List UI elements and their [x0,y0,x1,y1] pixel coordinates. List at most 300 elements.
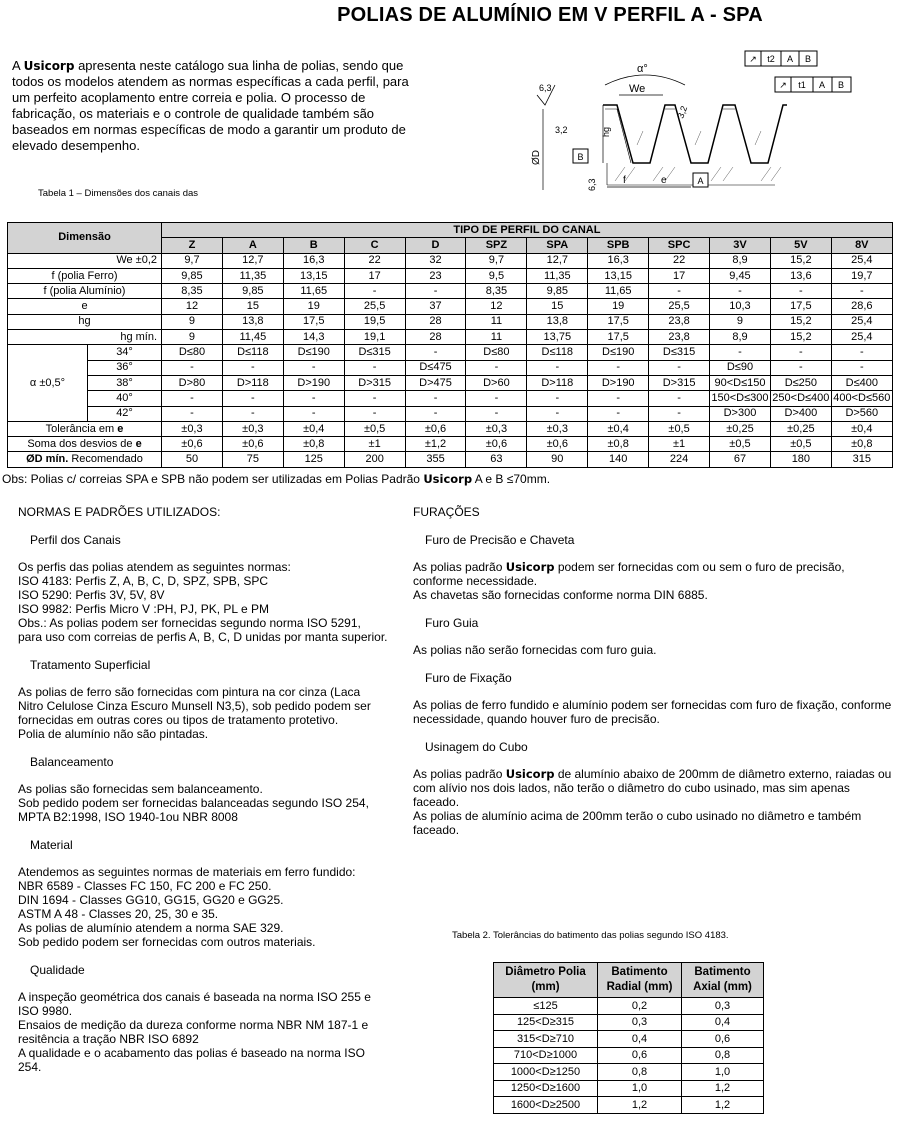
table-cell: 14,3 [283,330,344,345]
table-cell: ±0,3 [222,421,283,436]
row-label [8,299,162,314]
table-cell: 0,2 [598,998,682,1015]
table-row [8,360,893,375]
table-cell: 63 [466,452,527,467]
pilot-bore [413,643,893,657]
alpha-angle: 40° [88,391,162,406]
section-title: Perfil dos Canais [30,533,121,547]
table-cell: 75 [222,452,283,467]
text-span: As polias padrão [413,767,506,781]
table-cell: 9,7 [162,253,223,268]
table-cell: 15,2 [770,314,831,329]
table-cell: 15,2 [770,253,831,268]
text-line: Sob pedido podem ser fornecidas com outros materiais. [18,935,316,949]
brand-name: Usicorp [23,59,75,73]
table-cell: 11 [466,314,527,329]
profile-header: SPZ [466,238,527,253]
tol-t1-ref-b: B [837,80,845,90]
tol-t1-label: t1 [798,80,806,90]
row-label-text: hg mín. [120,330,158,343]
table-cell: 355 [405,452,466,467]
table-cell: D≤315 [649,345,710,360]
f-label: f [623,175,626,186]
hg-label: hg [601,126,611,137]
table-cell: 8,9 [710,330,771,345]
table-row [494,1097,764,1114]
row-label-text: Recomendado [71,453,143,466]
text-line: As polias de alumínio acima de 200mm terão o cubo usinado no diâmetro e também faceado. [413,809,862,837]
table-cell: 9 [162,330,223,345]
table-cell: D≤400 [831,375,892,390]
table-cell: 19,5 [344,314,405,329]
row-label-text: f (polia Ferro) [51,269,118,282]
runout-icon: ↗ [749,54,757,64]
table-cell: D>190 [283,375,344,390]
table-cell: - [649,406,710,421]
table-cell: 90 [527,452,588,467]
obs-text: Obs: Polias c/ correias SPA e SPB não podem ser utilizadas em Polias Padrão [2,472,424,486]
table-cell: 28 [405,330,466,345]
row-label [8,330,162,345]
roughness-label: 6,3 [587,178,597,191]
table-cell: 13,15 [283,268,344,283]
table-cell: 200 [344,452,405,467]
balancing [18,782,388,824]
table-cell: 140 [588,452,649,467]
table-cell: 13,8 [222,314,283,329]
table-cell: - [770,360,831,375]
table-row [8,330,893,345]
roughness-label: 6,3 [539,83,552,93]
alpha-angle: 38° [88,375,162,390]
table-cell: 400<D≤560 [831,391,892,406]
table-cell: 125<D≥315 [494,1014,598,1031]
runout-icon: ↗ [779,80,787,90]
table-cell: 0,8 [598,1064,682,1081]
table-cell: 180 [770,452,831,467]
table-cell: D>118 [527,375,588,390]
table-cell: 19 [283,299,344,314]
text-line [413,767,893,809]
table-cell: 37 [405,299,466,314]
table-cell: 23,8 [649,330,710,345]
table-cell: - [283,406,344,421]
text-line: DIN 1694 - Classes GG10, GG15, GG20 e GG25. [18,893,284,907]
table-cell: 9,85 [527,284,588,299]
section-title: Usinagem do Cubo [425,740,528,754]
table2-caption: Tabela 2. Tolerâncias do batimento das polias segundo ISO 4183. [452,930,729,941]
table-cell: ±0,4 [588,421,649,436]
table-cell: 17,5 [588,330,649,345]
table-cell: ±0,3 [527,421,588,436]
text-line: NBR 6589 - Classes FC 150, FC 200 e FC 250. [18,879,272,893]
table-cell: - [527,360,588,375]
table-row [494,1031,764,1048]
datum-b-label: B [577,152,584,162]
table-cell: 1600<D≥2500 [494,1097,598,1114]
table-cell: 12 [466,299,527,314]
table-cell: - [222,360,283,375]
table-cell: ±0,6 [405,421,466,436]
text-span: de alumínio abaixo de 200mm de diâmetro externo, raiadas ou com alívio nos dois lados, não terão o diâmetro do cubo usinado, mas sim apenas faceado. [413,767,892,809]
table-cell: ±1 [344,437,405,452]
table-cell: 12,7 [222,253,283,268]
table-cell: - [344,391,405,406]
table-cell: 11,35 [222,268,283,283]
pulley-profile [603,105,787,163]
table-cell: D>400 [770,406,831,421]
table-cell: 8,35 [466,284,527,299]
alpha-angle: 36° [88,360,162,375]
table-cell: 1,0 [682,1064,764,1081]
pulley-groove-diagram [525,45,875,193]
table-cell: 8,35 [162,284,223,299]
table-cell: 90<D≤150 [710,375,771,390]
table-cell: ±0,5 [710,437,771,452]
text-line: Ensaios de medição da dureza conforme norma NBR NM 187-1 e resitência a tração NBR ISO 6892 [18,1018,369,1046]
table-cell: 16,3 [588,253,649,268]
text-line: ISO 4183: Perfis Z, A, B, C, D, SPZ, SPB, SPC [18,574,269,588]
table-row [8,284,893,299]
text-line: As polias não serão fornecidas com furo guia. [413,643,657,657]
table-cell: 150<D≤300 [710,391,771,406]
brand-name: Usicorp [505,767,555,781]
table-cell: ±0,5 [344,421,405,436]
table-cell: - [466,360,527,375]
hub-machining [413,767,893,837]
table-cell: D≤118 [527,345,588,360]
table-cell: 1,2 [682,1080,764,1097]
profile-header: D [405,238,466,253]
row-label-bold: e [135,437,142,450]
row-label [8,437,162,452]
table-cell: - [222,406,283,421]
material [18,865,388,949]
table-cell: 13,75 [527,330,588,345]
table-cell: - [162,406,223,421]
table-cell: ±0,8 [283,437,344,452]
table-cell: 12,7 [527,253,588,268]
text-line: Sob pedido podem ser fornecidas balanceadas segundo ISO 254, MPTA B2:1998, ISO 1940-1ou NBR 8008 [18,796,369,824]
table-cell: D>315 [649,375,710,390]
intro-text: apresenta neste catálogo sua linha de polias, sendo que todos os modelos atendem as normas específicas a cada perfil, para um perfeito acoplamento entre correia e polia. O processo de fabricação, os materiais e o controle de qualidade também são baseados em normas específicas de modo a garantir um produto de elevado desempenho. [12,58,409,153]
table-row [494,1064,764,1081]
table-cell: - [649,284,710,299]
text-line: As polias são fornecidas sem balanceamento. [18,782,263,796]
table-row [8,391,893,406]
table-cell: - [588,360,649,375]
table-cell: 19,1 [344,330,405,345]
standards-heading: NORMAS E PADRÕES UTILIZADOS: [18,505,221,519]
table-cell: 1250<D≥1600 [494,1080,598,1097]
alpha-label: α° [637,63,648,75]
table-cell: ≤125 [494,998,598,1015]
alpha-label: α ±0,5° [8,345,88,421]
row-label-text: Tolerância em [45,422,118,435]
table-cell: 10,3 [710,299,771,314]
table-cell: ±0,6 [466,437,527,452]
row-label [8,284,162,299]
table-cell: D≤80 [466,345,527,360]
table-row [494,1014,764,1031]
intro-lead: A [12,58,24,73]
table-cell: - [344,284,405,299]
table-cell: 67 [710,452,771,467]
table-cell: 19,7 [831,268,892,283]
table-cell: 16,3 [283,253,344,268]
table-cell: 9 [162,314,223,329]
table-cell: D>315 [344,375,405,390]
obs-note [2,472,550,486]
table-cell: 15 [222,299,283,314]
hatching [607,163,775,185]
fixing-bore [413,698,893,726]
table-cell: - [283,391,344,406]
table-cell: 315<D≥710 [494,1031,598,1048]
table-cell: 9 [710,314,771,329]
table-cell: 17 [344,268,405,283]
table-cell: 32 [405,253,466,268]
column-header: Batimento Axial (mm) [682,963,764,998]
table-cell: D≤90 [710,360,771,375]
table-cell: ±0,4 [283,421,344,436]
row-label-text: Soma dos desvios de [27,437,136,450]
bores-column [413,505,893,837]
standards-column [18,505,388,1074]
section-title: Material [30,838,73,852]
table-cell: 11,45 [222,330,283,345]
section-title: Furo de Precisão e Chaveta [425,533,575,547]
table-cell: D≤118 [222,345,283,360]
surface-treatment [18,685,388,741]
table-cell: D>190 [588,375,649,390]
table-cell: - [405,406,466,421]
section-title: Balanceamento [30,755,114,769]
table-cell: 25,4 [831,314,892,329]
brand-name: Usicorp [423,472,473,486]
table-cell: 9,85 [222,284,283,299]
brand-name: Usicorp [505,560,555,574]
table-cell: 0,4 [598,1031,682,1048]
row-label-bold: e [117,422,124,435]
table-cell: D≤250 [770,375,831,390]
table-row [494,1047,764,1064]
table-cell: ±0,8 [588,437,649,452]
table-cell: ±0,6 [222,437,283,452]
table-row [8,268,893,283]
table-cell: 8,9 [710,253,771,268]
table-cell: - [466,406,527,421]
row-label-bold: ØD mín. [26,453,69,466]
table-cell: 1,0 [598,1080,682,1097]
profile-standards [18,560,388,644]
tol-t2-ref-a: A [786,54,794,64]
tolerance-frame-t2 [745,51,817,66]
profile-header: 8V [831,238,892,253]
table-cell: - [710,284,771,299]
bores-heading: FURAÇÕES [413,505,480,519]
alpha-angle: 42° [88,406,162,421]
table-cell: D>475 [405,375,466,390]
table2-header-row [494,963,764,998]
text-line: ISO 9982: Perfis Micro V :PH, PJ, PK, PL e PM [18,602,269,616]
table-cell: 25,5 [649,299,710,314]
text-span: podem ser fornecidas com ou sem o furo de precisão, conforme necessidade. [413,560,845,588]
table-cell: - [162,391,223,406]
table-cell: - [710,345,771,360]
tol-t2-label: t2 [767,54,775,64]
table-cell: 0,8 [682,1047,764,1064]
table-cell: 1000<D≥1250 [494,1064,598,1081]
table-cell: - [344,406,405,421]
row-label-text: e [81,300,88,313]
table-cell: 11 [466,330,527,345]
diameter-label: ØD [531,150,542,165]
table-cell: D>560 [831,406,892,421]
table-cell: 125 [283,452,344,467]
table-cell: 28 [405,314,466,329]
page-title: POLIAS DE ALUMÍNIO EM V PERFIL A - SPA [337,4,763,26]
row-label [8,314,162,329]
table-cell: ±1 [649,437,710,452]
table-cell: D>60 [466,375,527,390]
profile-header: SPA [527,238,588,253]
header-dimension: Dimensão [8,223,162,254]
profile-header: Z [162,238,223,253]
table-cell: - [770,345,831,360]
profile-header: 3V [710,238,771,253]
table-row [8,299,893,314]
table-row [8,406,893,421]
tol-t2-ref-b: B [804,54,812,64]
table-cell: 17,5 [770,299,831,314]
table-cell: 9,5 [466,268,527,283]
table-cell: - [527,391,588,406]
e-label: e [661,175,667,186]
table-cell: D>300 [710,406,771,421]
table-cell: 0,6 [682,1031,764,1048]
precision-bore [413,560,893,602]
profile-header: SPB [588,238,649,253]
table-cell: 13,6 [770,268,831,283]
table-cell: ±0,5 [649,421,710,436]
row-label [8,421,162,436]
datum-a-label: A [697,176,704,186]
table-cell: - [649,391,710,406]
table-row [494,1080,764,1097]
profile-header: 5V [770,238,831,253]
table-cell: - [588,406,649,421]
table-cell: 28,6 [831,299,892,314]
text-line: A inspeção geométrica dos canais é baseada na norma ISO 255 e ISO 9980. [18,990,371,1018]
text-line: ASTM A 48 - Classes 20, 25, 30 e 35. [18,907,219,921]
table-cell: 23 [405,268,466,283]
profile-header: A [222,238,283,253]
roughness-label: 3,2 [675,104,690,120]
table1-caption: Tabela 1 – Dimensões dos canais das [38,188,199,199]
text-line: As polias de ferro são fornecidas com pintura na cor cinza (Laca Nitro Celulose Cinza Escuro Munsell N3,5), sob pedido podem ser fornecidas em outras cores ou tipos de tratamento protetivo. [18,685,371,727]
table-cell: ±0,6 [527,437,588,452]
table-cell: 13,8 [527,314,588,329]
row-label [8,452,162,467]
roughness-label: 3,2 [555,125,568,135]
table-cell: - [162,360,223,375]
alpha-angle: 34° [88,345,162,360]
table-cell: 25,5 [344,299,405,314]
table-cell: D≤80 [162,345,223,360]
table-cell: 23,8 [649,314,710,329]
table-cell: - [283,360,344,375]
table-cell: ±0,3 [466,421,527,436]
table-row [8,452,893,467]
text-line: As polias de ferro fundido e alumínio podem ser fornecidas com furo de fixação, conforme necessidade, quando houver furo de precisão. [413,698,892,726]
table-cell: 9,7 [466,253,527,268]
table-cell: ±0,5 [770,437,831,452]
table-cell: 15,2 [770,330,831,345]
table-cell: - [831,345,892,360]
table-cell: 0,4 [682,1014,764,1031]
table-cell: ±0,8 [831,437,892,452]
table-cell: - [831,360,892,375]
profile-header: C [344,238,405,253]
table-row [8,375,893,390]
table-cell: 12 [162,299,223,314]
intro-paragraph [12,58,422,154]
row-label-text: f (polia Alumínio) [43,284,126,297]
table-cell: 1,2 [598,1097,682,1114]
table-cell: 0,6 [598,1047,682,1064]
table-cell: ±0,4 [831,421,892,436]
text-span: As polias padrão [413,560,506,574]
table-cell: ±0,25 [770,421,831,436]
obs-text-end: A e B ≤70mm. [472,472,551,486]
we-label: We [629,83,646,95]
table-cell: 710<D≥1000 [494,1047,598,1064]
text-line: ISO 5290: Perfis 3V, 5V, 8V [18,588,165,602]
table-cell: 250<D≤400 [770,391,831,406]
table-cell: ±0,3 [162,421,223,436]
table-cell: 315 [831,452,892,467]
runout-tolerance-table [493,962,764,1114]
table-cell: - [222,391,283,406]
table-cell: - [344,360,405,375]
table-cell: ±0,25 [710,421,771,436]
table-cell: 50 [162,452,223,467]
section-title: Furo Guia [425,616,479,630]
table-cell: 17 [649,268,710,283]
quality [18,990,388,1074]
table-cell: D≤475 [405,360,466,375]
row-label [8,268,162,283]
table-cell: - [405,284,466,299]
text-line: As chavetas são fornecidas conforme norma DIN 6885. [413,588,708,602]
section-title: Furo de Fixação [425,671,512,685]
table-cell: 19 [588,299,649,314]
table-cell: ±0,6 [162,437,223,452]
header-profile-type: TIPO DE PERFIL DO CANAL [162,223,893,238]
groove-dimensions-table [7,222,893,468]
table-cell: 22 [649,253,710,268]
table-cell: - [649,360,710,375]
table-cell: 0,3 [598,1014,682,1031]
table-cell: - [466,391,527,406]
tolerance-frame-t1 [775,77,851,92]
table-cell: 17,5 [283,314,344,329]
text-line [413,560,893,588]
row-label-text: hg [78,315,91,328]
table-row [8,314,893,329]
table-cell: 17,5 [588,314,649,329]
